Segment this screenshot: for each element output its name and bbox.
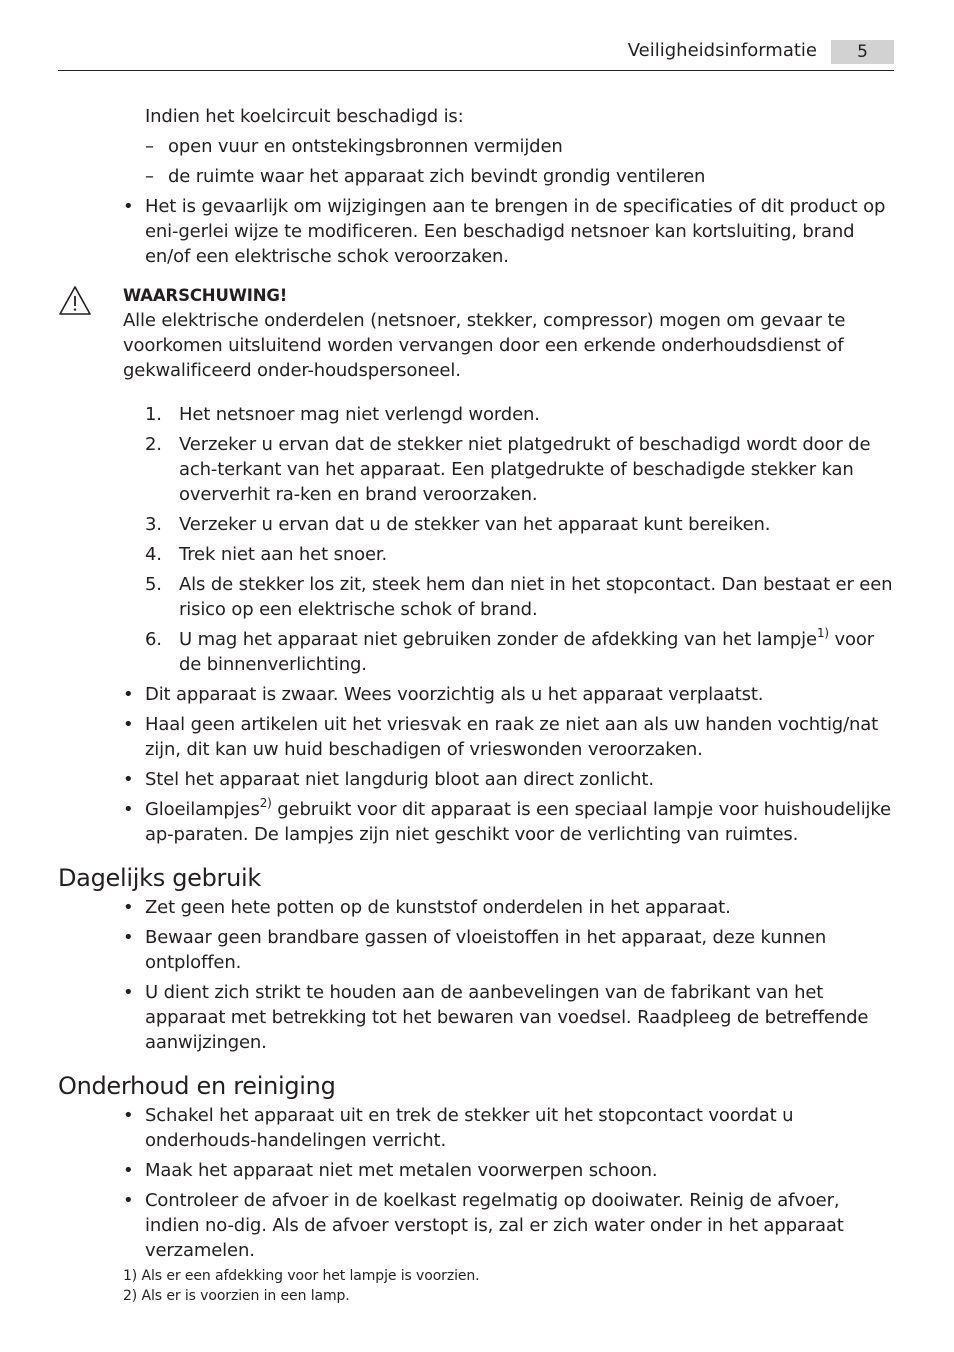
list-item-text xyxy=(145,796,891,845)
list-item-text: Schakel het apparaat uit en trek de stekker uit het stopcontact voordat u onderhouds-handelingen verricht. xyxy=(145,1105,794,1151)
bullet-marker: • xyxy=(123,982,134,1003)
item-number: 4. xyxy=(145,544,162,565)
list-item xyxy=(58,767,894,792)
section-heading-daily-use: Dagelijks gebruik xyxy=(58,864,262,892)
list-item-text: U dient zich strikt te houden aan de aanbevelingen van de fabrikant van het apparaat met betrekking tot het bewaren van voedsel. Raadpleeg de betreffende aanwijzingen. xyxy=(145,982,869,1053)
bullet-marker: • xyxy=(123,684,134,705)
warning-triangle-icon xyxy=(58,285,92,317)
numbered-item xyxy=(58,542,894,567)
warning-title: WAARSCHUWING! xyxy=(123,286,288,305)
warning-block xyxy=(58,283,894,383)
bullet-marker: • xyxy=(123,714,134,735)
intro-line: Indien het koelcircuit beschadigd is: xyxy=(145,106,464,127)
list-item-text: Trek niet aan het snoer. xyxy=(179,544,388,565)
footnote: 2) Als er is voorzien in een lamp. xyxy=(123,1288,350,1304)
list-item-text: de ruimte waar het apparaat zich bevindt grondig ventileren xyxy=(168,166,706,187)
list-item-text: Verzeker u ervan dat de stekker niet platgedrukt of beschadigd wordt door de ach-terkant van het apparaat. Een platgedrukte of beschadigde stekker kan oververhit ra-ken en brand veroorzaken. xyxy=(179,434,871,505)
item-number: 6. xyxy=(145,629,162,650)
list-item-text: Bewaar geen brandbare gassen of vloeistoffen in het apparaat, deze kunnen ontploffen. xyxy=(145,927,827,973)
footnote: 1) Als er een afdekking voor het lampje is voorzien. xyxy=(123,1268,480,1284)
section-heading-maintenance: Onderhoud en reiniging xyxy=(58,1072,336,1100)
bullet-marker: • xyxy=(123,897,134,918)
page-number: 5 xyxy=(831,40,894,64)
list-item-text: Verzeker u ervan dat u de stekker van het apparaat kunt bereiken. xyxy=(179,514,771,535)
numbered-item xyxy=(58,512,894,537)
bullet-marker: • xyxy=(123,196,134,217)
list-item xyxy=(58,797,894,847)
list-item xyxy=(58,1103,894,1153)
text-part: Gloeilampjes xyxy=(145,799,260,820)
list-item-text xyxy=(179,626,875,675)
text-part: voor de binnenverlichting. xyxy=(179,629,875,675)
list-item-text: Controleer de afvoer in de koelkast regelmatig op dooiwater. Reinig de afvoer, indien no-dig. Als de afvoer verstopt is, zal er zich water onder in het apparaat verzamelen. xyxy=(145,1190,844,1261)
bullet-marker: • xyxy=(123,1160,134,1181)
page-content xyxy=(58,104,894,1263)
bullet-marker: • xyxy=(123,769,134,790)
list-item-text: Stel het apparaat niet langdurig bloot aan direct zonlicht. xyxy=(145,769,654,790)
list-item xyxy=(58,895,894,920)
list-item-text: Het is gevaarlijk om wijzigingen aan te brengen in de specificaties of dit product op eni-gerlei wijze te modificeren. Een beschadigd netsnoer kan kortsluiting, brand en/of een elektrische schok veroorzaken. xyxy=(145,196,886,267)
list-item-text: Haal geen artikelen uit het vriesvak en raak ze niet aan als uw handen vochtig/nat zijn, dit kan uw huid beschadigen of vrieswonden veroorzaken. xyxy=(145,714,879,760)
list-item-text: open vuur en ontstekingsbronnen vermijden xyxy=(168,136,563,157)
bullet-marker: • xyxy=(123,799,134,820)
list-item-text: Zet geen hete potten op de kunststof onderdelen in het apparaat. xyxy=(145,897,731,918)
bullet-marker: • xyxy=(123,1190,134,1211)
footnote-ref: 2) xyxy=(259,796,272,810)
warning-text: Alle elektrische onderdelen (netsnoer, stekker, compressor) mogen om gevaar te voorkomen uitsluitend worden vervangen door een erkende onderhoudsdienst of gekwalificeerd onder-houdspersoneel. xyxy=(123,310,846,381)
list-item xyxy=(58,712,894,762)
list-item xyxy=(58,925,894,975)
list-item-text: Als de stekker los zit, steek hem dan niet in het stopcontact. Dan bestaat er een risico op een elektrische schok of brand. xyxy=(179,574,893,620)
numbered-item xyxy=(58,432,894,507)
list-item xyxy=(58,134,894,159)
list-item xyxy=(58,194,894,269)
item-number: 3. xyxy=(145,514,162,535)
item-number: 2. xyxy=(145,434,162,455)
list-item-text: Maak het apparaat niet met metalen voorwerpen schoon. xyxy=(145,1160,658,1181)
dash-marker: – xyxy=(145,166,154,187)
list-item xyxy=(58,1158,894,1183)
dash-marker: – xyxy=(145,136,154,157)
text-part: U mag het apparaat niet gebruiken zonder de afdekking van het lampje xyxy=(179,629,817,650)
bullet-marker: • xyxy=(123,927,134,948)
item-number: 5. xyxy=(145,574,162,595)
list-item xyxy=(58,164,894,189)
footnotes xyxy=(123,1266,480,1306)
list-item xyxy=(58,682,894,707)
page-header-title: Veiligheidsinformatie xyxy=(627,40,817,61)
footnote-ref: 1) xyxy=(816,626,829,640)
header-divider xyxy=(58,70,894,71)
list-item-text: Dit apparaat is zwaar. Wees voorzichtig als u het apparaat verplaatst. xyxy=(145,684,764,705)
item-number: 1. xyxy=(145,404,162,425)
list-item xyxy=(58,1188,894,1263)
list-item xyxy=(58,980,894,1055)
text-part: gebruikt voor dit apparaat is een speciaal lampje voor huishoudelijke ap-paraten. De lampjes zijn niet geschikt voor de verlichting van ruimtes. xyxy=(145,799,891,845)
list-item-text: Het netsnoer mag niet verlengd worden. xyxy=(179,404,540,425)
bullet-marker: • xyxy=(123,1105,134,1126)
numbered-item xyxy=(58,627,894,677)
numbered-item xyxy=(58,572,894,622)
numbered-item xyxy=(58,402,894,427)
